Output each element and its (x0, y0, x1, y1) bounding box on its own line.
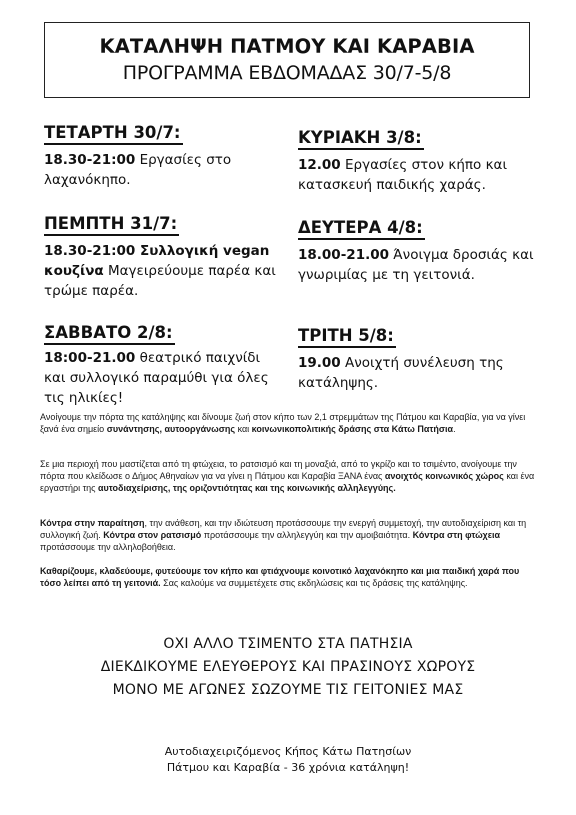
paragraph-text: και (235, 424, 252, 434)
paragraph-intro (40, 411, 538, 435)
signature-line: Αυτοδιαχειριζόμενος Κήπος Κάτω Πατησίων (164, 745, 412, 758)
paragraph-emphasis: Κόντρα στη φτώχεια (412, 530, 501, 540)
event-title: Συλλογική vegan κουζίνα (44, 243, 270, 279)
paragraph-text: προτάσσουμε την αλληλεγγύη και την αμοιβαιότητα. (201, 530, 413, 540)
slogans-block (40, 633, 536, 702)
paragraph-emphasis: Κόντρα στον ρατσισμό (103, 530, 202, 540)
event-time: 12.00 (298, 157, 341, 173)
day-description (44, 150, 274, 190)
paragraph-text: Ανοίγουμε την πόρτα της κατάληψης και δίνουμε ζωή στον κήπο των 2,1 στρεμμάτων της Πάτμου και Καραβία, για να γίνει ξανά ένα σημείο (40, 412, 526, 434)
paragraph-text: . (453, 424, 456, 434)
title-box (44, 22, 530, 98)
day-heading: ΤΡΙΤΗ 5/8: (298, 325, 396, 348)
paragraph-emphasis: Κόντρα στην παραίτηση (40, 518, 145, 528)
day-heading: ΠΕΜΠΤΗ 31/7: (44, 213, 179, 236)
paragraph-text: Σε μια περιοχή που μαστίζεται από τη φτώχεια, το ρατσισμό και τη μοναξιά, από το γκρίζο και το τσιμέντο, ανοίγουμε την πόρτα που κλείδωσε ο Δήμος Αθηναίων για να γίνει η Πάτμου και Καραβία ΞΑΝΑ ένας (40, 459, 517, 481)
paragraph-area (40, 458, 538, 494)
paragraph-emphasis: Καθαρίζουμε, κλαδεύουμε, φυτεύουμε τον κήπο και φτιάχνουμε κοινοτικό λαχανόκηπο και μια παιδική χαρά που τόσο λείπει από τη γειτονιά. (40, 566, 520, 588)
paragraph-emphasis: κοινωνικοπολιτικής δράσης στα Κάτω Πατήσια (251, 424, 454, 434)
event-text: Άνοιγμα δροσιάς και γνωριμίας με τη γειτονιά. (298, 247, 534, 283)
day-description (44, 348, 284, 408)
slogan-line: ΟΧΙ ΑΛΛΟ ΤΣΙΜΕΝΤΟ ΣΤΑ ΠΑΤΗΣΙΑ (163, 636, 413, 652)
paragraph-emphasis: αυτοδιαχείρισης, της οριζοντιότητας και της κοινωνικής αλληλεγγύης. (97, 483, 396, 493)
event-time: 18.00-21.00 (298, 247, 390, 263)
event-time: 18:00-21.00 (44, 350, 136, 366)
slogan-line: ΜΟΝΟ ΜΕ ΑΓΩΝΕΣ ΣΩΖΟΥΜΕ ΤΙΣ ΓΕΙΤΟΝΙΕΣ ΜΑΣ (112, 682, 464, 698)
schedule-day-thursday (44, 213, 284, 301)
paragraph-text: προτάσσουμε την αλληλοβοήθεια. (40, 542, 176, 552)
schedule-day-monday (298, 217, 538, 285)
event-time: 19.00 (298, 355, 341, 371)
poster-title: ΚΑΤΑΛΗΨΗ ΠΑΤΜΟΥ ΚΑΙ ΚΑΡΑΒΙΑ (99, 35, 475, 58)
paragraph-text: και ένα εργαστήρι της (40, 471, 535, 493)
paragraph-text: , την ανάθεση, και την ιδιώτευση προτάσσουμε την ενεργή συμμετοχή, την αυτοδιαχείριση και τη συλλογική ζωή. (40, 518, 527, 540)
event-text: Μαγειρεύουμε παρέα και τρώμε παρέα. (44, 263, 276, 299)
event-time: 18.30-21:00 (44, 152, 136, 168)
schedule-day-wednesday (44, 122, 274, 190)
signature-line: Πάτμου και Καραβία - 36 χρόνια κατάληψη! (166, 761, 410, 774)
day-heading: ΤΕΤΑΡΤΗ 30/7: (44, 122, 183, 145)
schedule-day-sunday (298, 127, 528, 195)
signature (100, 744, 476, 776)
schedule-day-tuesday (298, 325, 528, 393)
paragraph-emphasis: ανοιχτός κοινωνικός χώρος (384, 471, 504, 481)
paragraph-values (40, 517, 538, 553)
slogan-line: ΔΙΕΚΔΙΚΟΥΜΕ ΕΛΕΥΘΕΡΟΥΣ ΚΑΙ ΠΡΑΣΙΝΟΥΣ ΧΩΡΟΥΣ (100, 659, 476, 675)
day-description (44, 241, 284, 301)
poster-subtitle: ΠΡΟΓΡΑΜΜΑ ΕΒΔΟΜΑΔΑΣ 30/7-5/8 (122, 62, 452, 84)
day-heading: ΚΥΡΙΑΚΗ 3/8: (298, 127, 424, 150)
day-description (298, 155, 528, 195)
day-description (298, 245, 538, 285)
event-text: Εργασίες στο λαχανόκηπο. (44, 152, 232, 188)
event-text: θεατρικό παιχνίδι και συλλογικό παραμύθι για όλες τις ηλικίες! (44, 350, 269, 406)
event-text: Εργασίες στον κήπο και κατασκευή παιδικής χαράς. (298, 157, 508, 193)
day-heading: ΣΑΒΒΑΤΟ 2/8: (44, 322, 175, 345)
day-heading: ΔΕΥΤΕΡΑ 4/8: (298, 217, 425, 240)
event-text: Ανοιχτή συνέλευση της κατάληψης. (298, 355, 504, 391)
paragraph-text: Σας καλούμε να συμμετέχετε στις εκδηλώσεις και τις δράσεις της κατάληψης. (160, 578, 468, 588)
schedule-day-saturday (44, 322, 284, 408)
event-time: 18.30-21:00 (44, 243, 136, 259)
paragraph-emphasis: συνάντησης, αυτοοργάνωσης (106, 424, 236, 434)
day-description (298, 353, 528, 393)
paragraph-actions (40, 565, 538, 589)
